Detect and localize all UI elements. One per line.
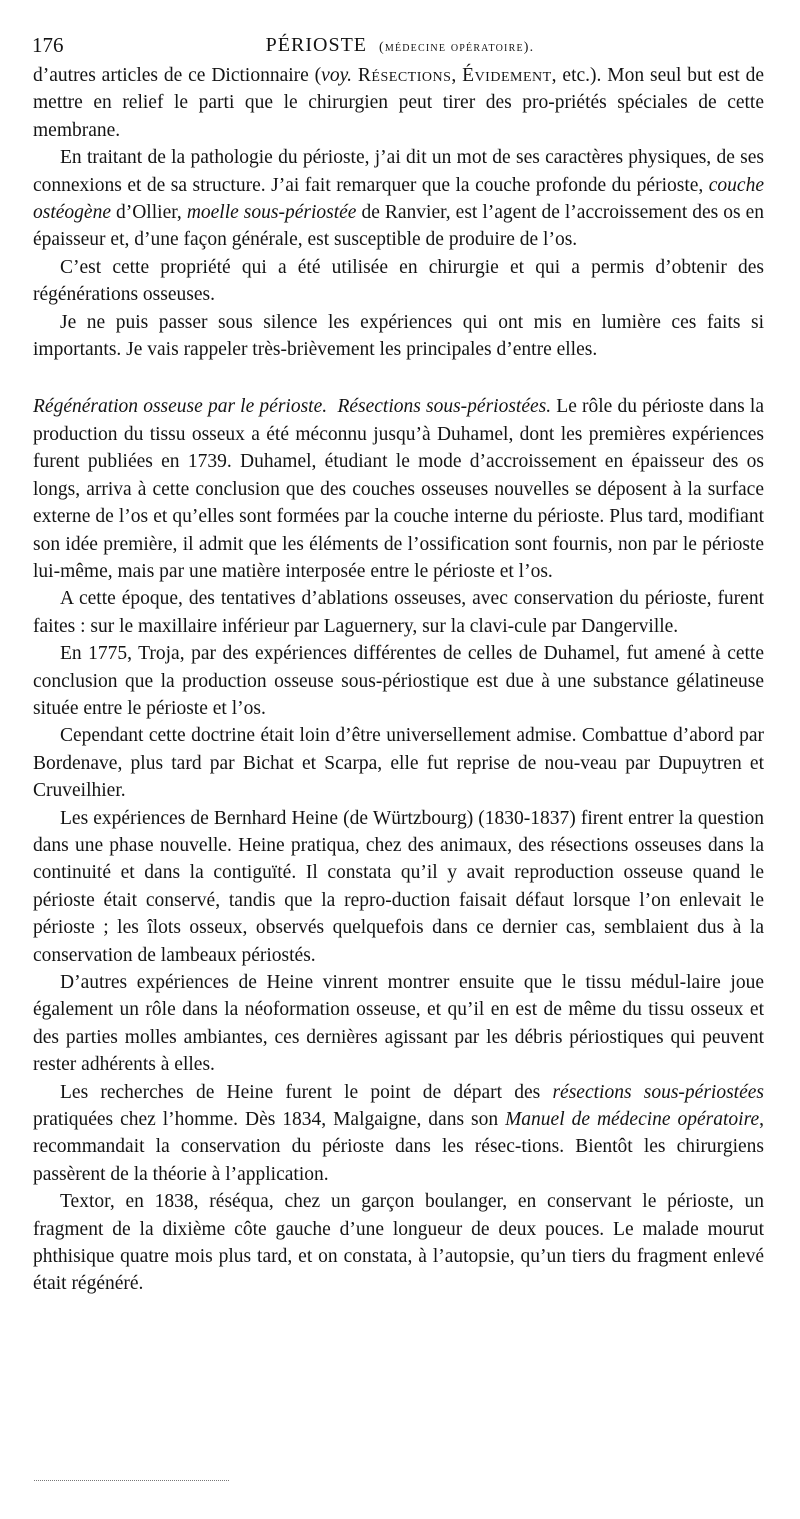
text-run: , recommandait la conservation du périoste dans les résec-tions. Bientôt les chirurgiens passèrent de la théorie à l’application. [33, 1109, 764, 1185]
paragraph-9: Les expériences de Bernhard Heine (de Würtzbourg) (1830-1837) firent entrer la question dans une phase nouvelle. Heine pratiqua, chez des animaux, des résections osseuses dans la continuité et dans la contiguïté. Il constata qu’il y avait reproduction osseuse quand le périoste était conservé, tandis que la repro-duction faisait défaut lorsque l’on enlevait le périoste ; les îlots osseux, observés quelquefois dans ce dernier cas, semblaient dus à la conservation de lambeaux périostés. [33, 807, 764, 966]
paragraph-7: En 1775, Troja, par des expériences différentes de celles de Duhamel, fut amené à cette conclusion que la production osseuse sous-périostique est due à une substance gélatineuse située entre le périoste et l’os. [33, 643, 764, 719]
italic-abbreviation: voy. [321, 65, 353, 86]
paragraph-2 [33, 144, 764, 254]
article-body [33, 62, 764, 1298]
text-run: , [451, 65, 463, 86]
text-run: Les recherches de Heine furent le point de départ des [60, 1081, 553, 1103]
italic-term: couche ostéogène [33, 174, 764, 224]
text-run: d’autres articles de ce Dictionnaire ( [33, 65, 322, 86]
text-run: Le rôle du périoste dans la production du tissu osseux a été méconnu jusqu’à Duhamel, dont les premières expériences furent publiées en 1739. Duhamel, étudiant le mode d’accroissement en épaisseur des os longs, arriva à cette conclusion que des couches osseuses nouvelles se déposent à la surface externe de l’os et qu’elles sont formées par la couche interne du périoste. Plus tard, modifiant son idée première, il admit que les éléments de l’ossification sont fournis, non par le périoste lui-même, mais par une matière interposée entre le périoste et l’os. [33, 396, 764, 582]
italic-term: moelle sous-périostée [186, 202, 357, 224]
text-run: En traitant de la pathologie du périoste, j’ai dit un mot de ses caractères physiques, de ses connexions et de sa structure. J’ai fait remarquer que la couche profonde du périoste, [33, 147, 764, 196]
paragraph-5 [33, 393, 764, 585]
section-heading: Régénération osseuse par le périoste. [33, 396, 328, 418]
paragraph-4: Je ne puis passer sous silence les expériences qui ont mis en lumière ces faits si importants. Je vais rappeler très-brièvement les principales d’entre elles. [33, 311, 764, 361]
section-heading: Résections sous-périostées. [337, 396, 552, 418]
italic-book-title: Manuel de médecine opératoire [505, 1109, 760, 1131]
paragraph-6: A cette époque, des tentatives d’ablations osseuses, avec conservation du périoste, furent faites : sur le maxillaire inférieur par Laguernery, sur la clavi-cule par Dangerville. [33, 588, 764, 637]
running-title-main: PÉRIOSTE [265, 34, 367, 56]
paragraph-12: Textor, en 1838, réséqua, chez un garçon boulanger, en conservant le périoste, un fragment de la dixième côte gauche d’une longueur de deux pouces. Le malade mourut phthisique quatre mois plus tard, et on constata, à l’autopsie, qu’un tiers du fragment enlevé était régénéré. [33, 1191, 764, 1295]
text-run: d’Ollier, [110, 202, 187, 224]
text-run: de Ranvier, est l’agent de l’accroissement des os en épaisseur et, d’une façon générale, est susceptible de produire de l’os. [33, 202, 764, 251]
italic-term: résections sous-périostées [552, 1081, 764, 1103]
cross-reference-resections: Résections [357, 65, 452, 86]
running-title-subtitle: (médecine opératoire). [379, 40, 535, 55]
paragraph-8: Cependant cette doctrine était loin d’être universellement admise. Combattue d’abord par Bordenave, plus tard par Bichat et Scarpa, elle fut reprise de nou-veau par Dupuytren et Cruveilhier. [33, 725, 764, 802]
text-run: , etc.). Mon seul but est de mettre en relief le parti que le chirurgien peut tirer des pro-priétés spéciales de cette membrane. [33, 65, 765, 141]
paragraph-10: D’autres expériences de Heine vinrent montrer ensuite que le tissu médul-laire joue également un rôle dans la néoformation osseuse, et qu’il en est de même du tissu osseux et des parties molles ambiantes, ces dernières agissant par les débris périostiques qui peuvent rester adhérents à elles. [33, 972, 764, 1076]
paragraph-1 [33, 62, 764, 144]
text-run: pratiquées chez l’homme. Dès 1834, Malgaigne, dans son [33, 1109, 506, 1131]
running-title [32, 30, 768, 63]
cross-reference-evidement: Évidement [462, 65, 552, 86]
paragraph-3: C’est cette propriété qui a été utilisée en chirurgie et qui a permis d’obtenir des régénérations osseuses. [33, 256, 764, 306]
page-number: 176 [32, 33, 64, 57]
page-header [32, 30, 768, 60]
paragraph-11 [33, 1079, 764, 1189]
footer-dotted-rule [34, 1480, 229, 1481]
